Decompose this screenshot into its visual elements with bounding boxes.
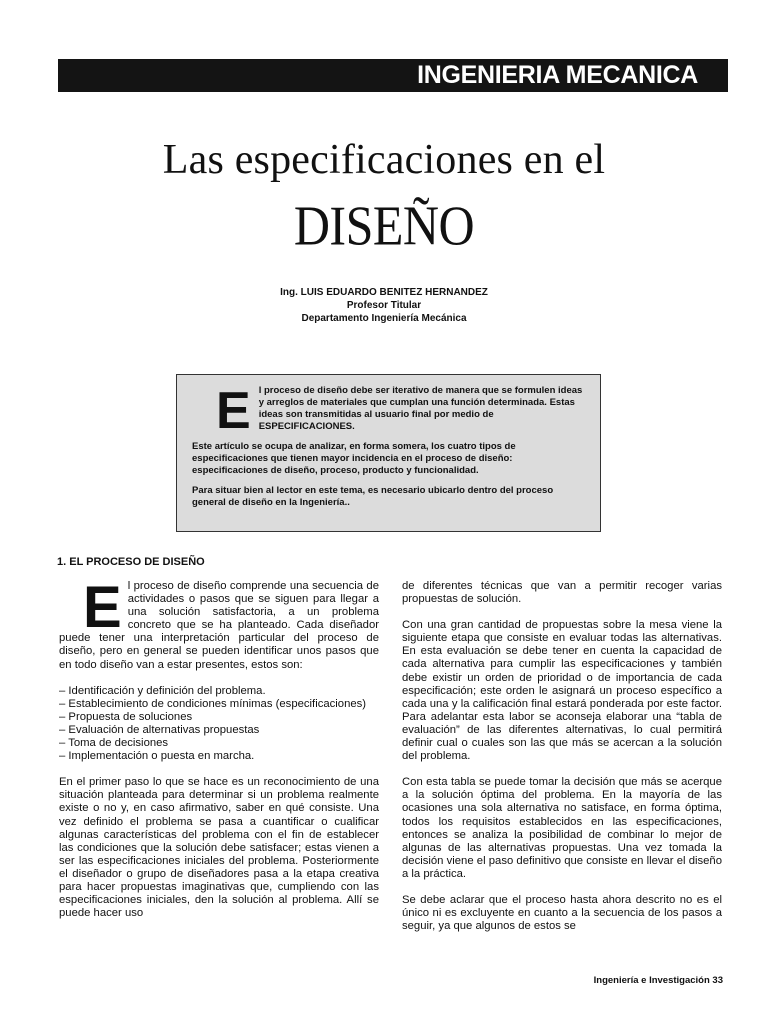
section-heading: 1. EL PROCESO DE DISEÑO — [57, 556, 205, 568]
page-footer: Ingeniería e Investigación 33 — [593, 975, 723, 986]
body-column-left — [59, 575, 379, 933]
abstract-box — [176, 374, 601, 532]
list-item: – Toma de decisiones — [59, 737, 169, 750]
list-item: – Establecimiento de condiciones mínimas (especificaciones) — [59, 697, 367, 710]
abstract-paragraph-3: Para situar bien al lector en este tema, es necesario ubicarlo dentro del proceso general de diseño en la Ingeniería.. — [192, 485, 554, 508]
list-item: – Evaluación de alternativas propuestas — [59, 723, 260, 736]
author-position: Profesor Titular — [346, 300, 422, 311]
abstract-dropcap: E — [216, 382, 251, 440]
author-department: Departamento Ingeniería Mecánica — [301, 313, 467, 324]
body-dropcap: E — [83, 575, 122, 640]
section-title: INGENIERIA MECANICA — [417, 61, 698, 89]
list-item: – Propuesta de soluciones — [59, 710, 193, 723]
list-item: – Identificación y definición del problema. — [59, 684, 266, 697]
body-paragraph: de diferentes técnicas que van a permitir recoger varias propuestas de solución. — [402, 580, 722, 606]
article-title-line2: DISEÑO — [293, 194, 475, 257]
body-paragraph-text: l proceso de diseño comprende una secuencia de actividades o pasos que se siguen para llegar a una solución satisfactoria, a un problema concreto que se ha planteado. Cada diseñador puede tener una interpretación particular del proceso de diseño, pero en general se pueden identificar unos pasos que en todo diseño van a estar presentes, estos son: — [59, 580, 379, 671]
steps-list — [59, 685, 379, 764]
abstract-paragraph-1: l proceso de diseño debe ser iterativo de manera que se formulen ideas y arreglos de materiales que cumplan una función determinada. Estas ideas son transmitidas al usuario final por medio de ESPECIFICACIONES. — [258, 385, 583, 432]
body-paragraph: Con una gran cantidad de propuestas sobre la mesa viene la siguiente etapa que consiste en evaluar todas las alternativas. En esta evaluación se debe tener en cuenta la capacidad de cada alternativa para cumplir las especificaciones y también debe existir un orden de prioridad o de importancia de cada especificación; este orden le asignará un proceso específico a cada una y la calificación final estará ponderada por este factor. Para adelantar esta labor se aconseja elaborar una “tabla de evaluación” de las diferentes alternativas, lo cual permitirá definir cual o cuales son las que más se acercan a la solución del problema. — [402, 619, 722, 763]
abstract-paragraph-2: Este artículo se ocupa de analizar, en forma somera, los cuatro tipos de especificaciones que tienen mayor incidencia en el proceso de diseño: especificaciones de diseño, proceso, producto y funcionalidad. — [192, 441, 516, 476]
body-paragraph: Con esta tabla se puede tomar la decisión que más se acerque a la solución óptima del problema. En la mayoría de las ocasiones una sola alternativa no satisface, en forma óptima, todos los requisitos establecidos en las especificaciones, entonces se analiza la posibilidad de combinar lo mejor de algunas de las alternativas propuestas. Una vez tomada la decisión viene el paso definitivo que consiste en llevar el diseño a la práctica. — [402, 776, 722, 880]
body-paragraph: En el primer paso lo que se hace es un reconocimiento de una situación planteada para determinar si un problema realmente existe o no y, en caso afirmativo, saber en qué consiste. Una vez definido el problema se pasa a cuantificar o cualificar algunas características del problema con el fin de establecer las condiciones que la solución debe satisfacer; estas vienen a ser las especificaciones iniciales del problema. Posteriormente el diseñador o grupo de diseñadores pasa a la etapa creativa para hacer propuestas imaginativas que, cumpliendo con las especificaciones iniciales, den la solución al problema. Allí se puede hacer uso — [59, 776, 379, 920]
author-name: Ing. LUIS EDUARDO BENITEZ HERNANDEZ — [280, 287, 488, 298]
body-column-right — [402, 580, 722, 946]
body-paragraph: Se debe aclarar que el proceso hasta ahora descrito no es el único ni es excluyente en cuanto a la secuencia de los pasos a seguir, ya que algunos de estos se — [402, 893, 722, 933]
body-paragraph — [59, 575, 379, 672]
list-item: – Implementación o puesta en marcha. — [59, 750, 255, 763]
author-block — [0, 286, 768, 325]
section-header-bar — [58, 59, 728, 92]
article-title-line1: Las especificaciones en el — [162, 137, 606, 183]
